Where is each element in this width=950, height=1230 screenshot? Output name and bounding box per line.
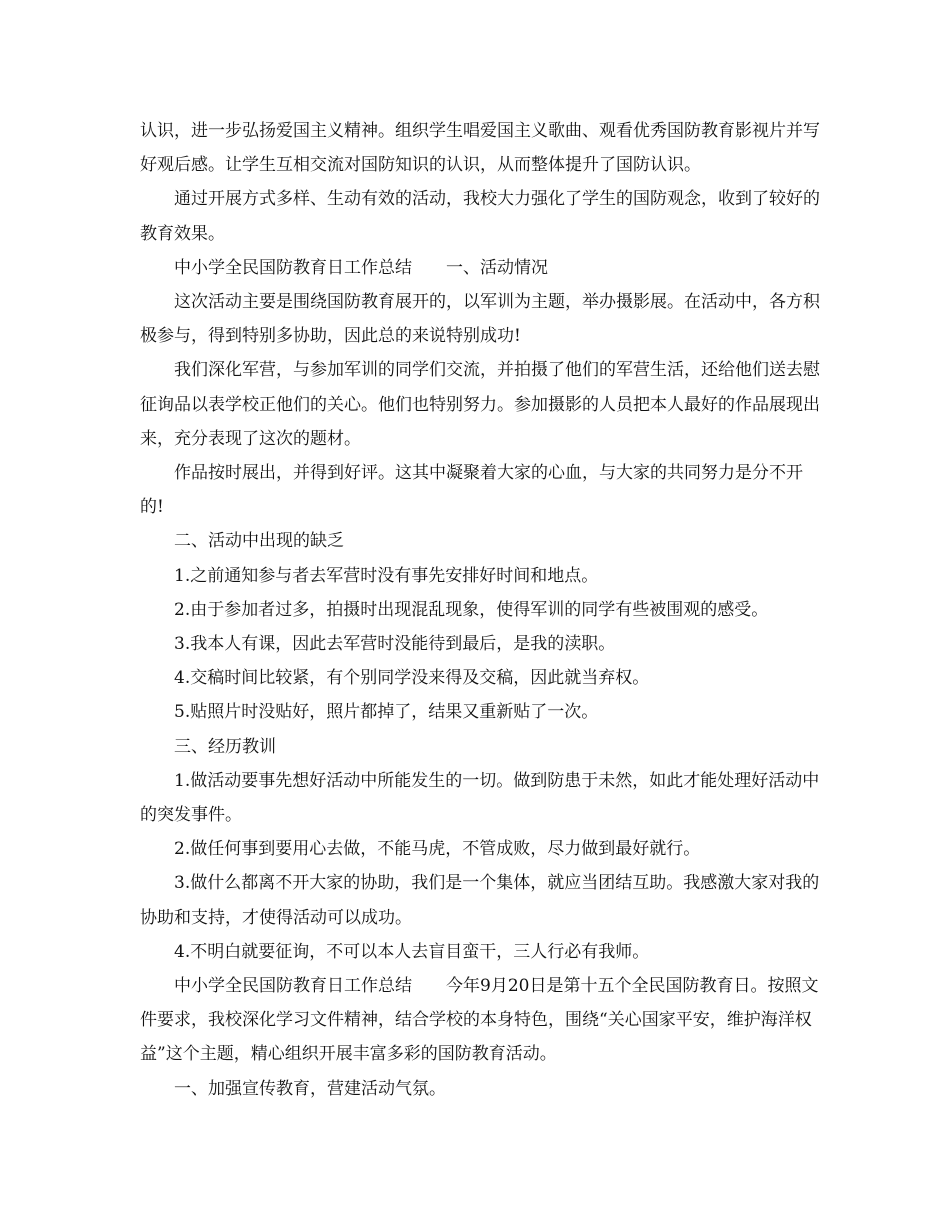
list-item-5: 5.贴照片时没贴好，照片都掉了，结果又重新贴了一次。 [174, 702, 599, 723]
lesson-item-2: 2.做任何事到要用心去做，不能马虎，不管成败，尽力做到最好就行。 [174, 839, 701, 860]
paragraph-6: 作品按时展出，并得到好评。这其中凝聚着大家的心血，与大家的共同努力是分不开的! [140, 463, 803, 518]
lesson-item-4: 4.不明白就要征询，不可以本人去盲目蛮干，三人行必有我师。 [174, 941, 650, 962]
section-heading-lessons: 三、经历教训 [174, 736, 276, 757]
list-item-4: 4.交稿时间比较紧，有个别同学没来得及交稿，因此就当弃权。 [174, 668, 650, 689]
section-heading-shortcomings: 二、活动中出现的缺乏 [174, 531, 344, 552]
lesson-item-3: 3.做什么都离不开大家的协助，我们是一个集体，就应当团结互助。我感激大家对我的协助和支持，才使得活动可以成功。 [140, 873, 820, 928]
section-heading-publicity: 一、加强宣传教育，营建活动气氛。 [174, 1078, 446, 1099]
section-heading-summary-2: 中小学全民国防教育日工作总结 今年9月20日是第十五个全民国防教育日。按照文件要求，我校深化学习文件精神，结合学校的本身特色，围绕“关心国家平安，维护海洋权益”这个主题，精心组织开展丰富多彩的国防教育活动。 [140, 976, 819, 1065]
list-item-2: 2.由于参加者过多，拍摄时出现混乱现象，使得军训的同学有些被围观的感受。 [174, 599, 769, 620]
document-body [140, 114, 820, 1106]
paragraph-4: 这次活动主要是围绕国防教育展开的，以军训为主题，举办摄影展。在活动中，各方积极参与，得到特别多协助，因此总的来说特别成功! [140, 292, 820, 347]
section-heading-activity: 中小学全民国防教育日工作总结 一、活动情况 [174, 257, 548, 278]
paragraph-5: 我们深化军营，与参加军训的同学们交流，并拍摄了他们的军营生活，还给他们送去慰征询品以表学校正他们的关心。他们也特别努力。参加摄影的人员把本人最好的作品展现出来，充分表现了这次的题材。 [140, 360, 820, 449]
list-item-3: 3.我本人有课，因此去军营时没能待到最后，是我的渎职。 [174, 634, 616, 655]
paragraph-2: 通过开展方式多样、生动有效的活动，我校大力强化了学生的国防观念，收到了较好的教育效果。 [140, 189, 820, 244]
paragraph-1: 认识，进一步弘扬爱国主义精神。组织学生唱爱国主义歌曲、观看优秀国防教育影视片并写好观后感。让学生互相交流对国防知识的认识，从而整体提升了国防认识。 [140, 121, 820, 176]
lesson-item-1: 1.做活动要事先想好活动中所能发生的一切。做到防患于未然，如此才能处理好活动中的突发事件。 [140, 770, 820, 826]
list-item-1: 1.之前通知参与者去军营时没有事先安排好时间和地点。 [174, 565, 599, 586]
